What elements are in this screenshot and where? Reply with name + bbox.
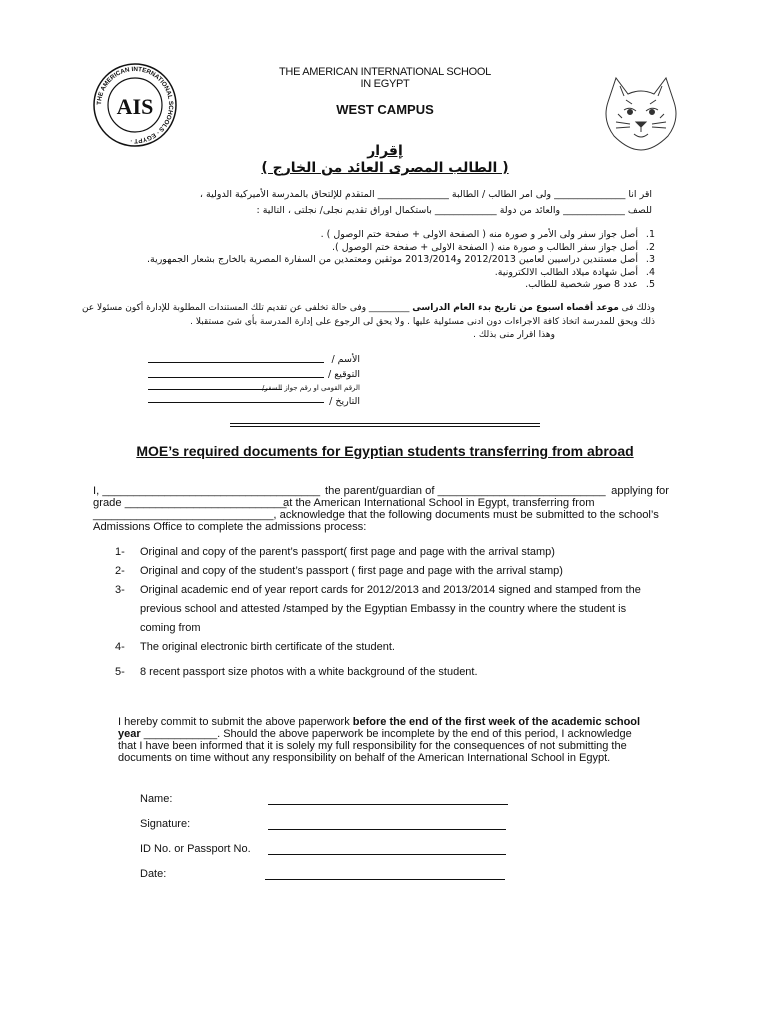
campus-name: WEST CAMPUS: [336, 102, 434, 117]
name-field[interactable]: [268, 804, 508, 805]
list-item: 4. أصل شهادة ميلاد الطالب الالكترونية.: [494, 266, 655, 278]
arabic-subtitle: ( الطالب المصرى العائد من الخارج ): [261, 160, 509, 176]
english-title: MOE’s required documents for Egyptian students transferring from abroad: [136, 443, 634, 459]
school-name: THE AMERICAN INTERNATIONAL SCHOOL: [279, 66, 491, 78]
arabic-sig-id-line[interactable]: [148, 381, 282, 390]
name-label: Name:: [140, 793, 173, 805]
list-item: 4- The original electronic birth certificate of the student.: [115, 641, 395, 653]
list-item: 5- 8 recent passport size photos with a white background of the student.: [115, 666, 478, 678]
list-item: 2. أصل جواز سفر الطالب و صورة منه ( الصفحة الاولى + صفحة ختم الوصول ).: [332, 241, 655, 253]
arabic-sig-signature-label: التوقيع /: [328, 369, 360, 380]
svg-text:THE AMERICAN INTERNATIONAL SCH: THE AMERICAN INTERNATIONAL SCHOOLS · EGYPT ·: [95, 65, 175, 145]
english-intro-line-4: Admissions Office to complete the admissions process:: [93, 521, 367, 533]
date-field[interactable]: [265, 879, 505, 880]
signature-field[interactable]: [268, 829, 506, 830]
list-item: coming from: [140, 622, 201, 634]
list-item: 5. عدد 8 صور شخصية للطالب.: [525, 279, 655, 290]
arabic-sig-date-line[interactable]: [148, 394, 324, 403]
english-commitment: I hereby commit to submit the above paperwork before the end of the first week of the academic school year ____________. Should the above paperwork be incomplete by the end of this period, I acknowledge that I have been informed that it is solely my full responsibility for the consequences of not submitting the documents on time without any responsibility on behalf of the American International School in Egypt.: [118, 716, 641, 764]
list-item: 3. أصل مستندين دراسيين لعامين 2012/2013 و2013/2014 موثقين ومعتمدين من السفارة المصرية بالخارج بشعار الجمهورية.: [146, 254, 655, 265]
arabic-commitment-line-1: وذلك فى موعد أقصاه اسبوع من تاريخ بدء العام الدراسى _________ وفى حالة تخلفى عن تقديم تلك المستندات المطلوبة للإدارة أكون مسئولا عن: [81, 303, 655, 313]
id-passport-label: ID No. or Passport No.: [140, 843, 251, 855]
separator-line: [230, 426, 540, 427]
arabic-title: إقرار: [367, 143, 403, 159]
separator-line: [230, 423, 540, 424]
arabic-sig-name-line[interactable]: [148, 354, 324, 363]
list-item: 1. أصل جواز سفر ولى الأمر و صورة منه ( الصفحة الاولى + صفحة ختم الوصول ) .: [320, 229, 655, 240]
signature-label: Signature:: [140, 818, 191, 830]
list-item: 1- Original and copy of the parent’s passport( first page and page with the arrival stamp): [115, 546, 555, 558]
school-location: IN EGYPT: [360, 78, 410, 90]
arabic-commitment-line-2: ذلك ويحق للمدرسة اتخاذ كافة الاجراءات دون ادنى مسئولية عليها . ولا يحق لى الرجوع على إدارة المدرسة بأى شئ مستقبلا .: [190, 317, 655, 327]
arabic-sig-date-label: التاريخ /: [329, 396, 360, 407]
list-item: 3- Original academic end of year report cards for 2012/2013 and 2013/2014 signed and stamped from the: [115, 584, 641, 596]
arabic-intro-line-2: للصف _____________ والعائد من دولة _____________ باستكمال اوراق تقديم نجلى/ نجلتى ، التالية :: [256, 205, 652, 216]
arabic-document-list: [95, 229, 655, 292]
list-item: 2- Original and copy of the student’s passport ( first page and page with the arrival stamp): [115, 565, 563, 577]
arabic-intro-line-1: اقر انا _______________ ولى امر الطالب / الطالبة _______________ المتقدم للإلتحاق بالمدرسة الأميركية الدولية ،: [199, 189, 652, 200]
arabic-commitment-line-3: وهذا اقرار منى بذلك .: [473, 330, 555, 340]
date-label: Date:: [140, 868, 167, 880]
english-document-list: [115, 543, 675, 682]
english-intro-line-1: I, ___________________________________ the parent/guardian of ___________________________ applying for: [93, 485, 669, 497]
school-seal-logo: [92, 62, 178, 148]
bobcat-mascot-logo: [596, 72, 686, 152]
english-intro-line-2: grade __________________________ at the American International School in Egypt, transferring from: [93, 497, 595, 509]
english-intro-line-3: _____________________________, acknowledge that the following documents must be submitted to the school’s: [93, 509, 659, 521]
arabic-sig-signature-line[interactable]: [148, 369, 324, 378]
arabic-sig-id-label: الرقم القومى او رقم جواز السفر/: [262, 384, 360, 392]
arabic-sig-name-label: الأسم /: [331, 354, 360, 365]
list-item: previous school and attested /stamped by the Egyptian Embassy in the country where the student is: [140, 603, 627, 615]
id-passport-field[interactable]: [268, 854, 506, 855]
svg-text:AIS: AIS: [116, 94, 154, 119]
